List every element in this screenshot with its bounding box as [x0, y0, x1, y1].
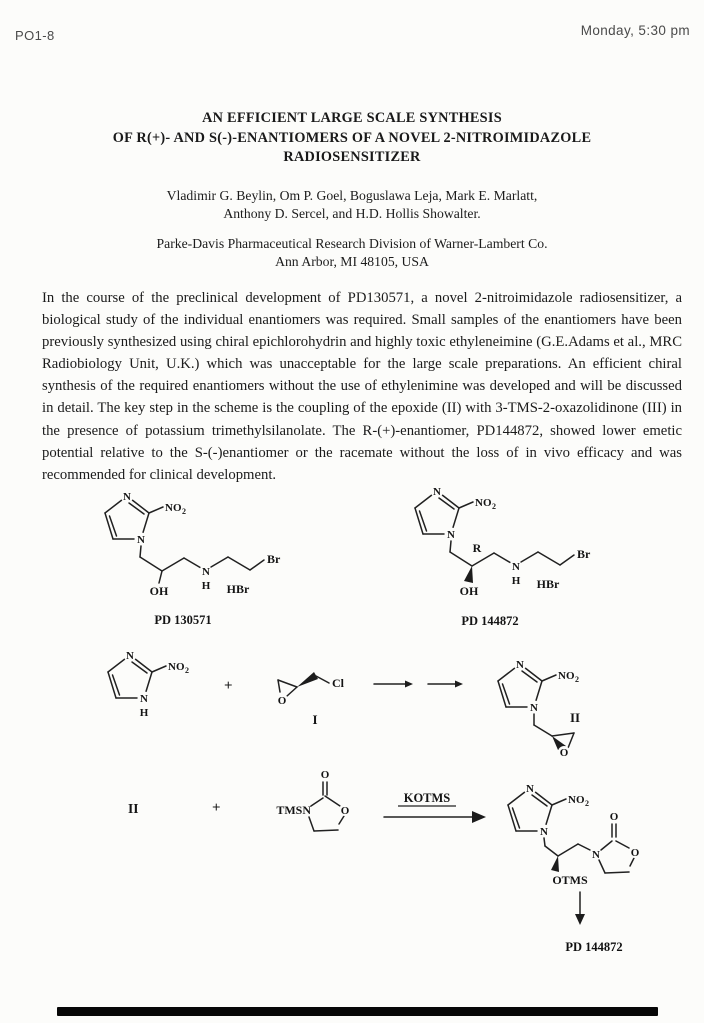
atom-n: N [447, 529, 455, 541]
stereo-label-r: R [472, 541, 482, 555]
abstract-paragraph: In the course of the preclinical development of PD130571, a novel 2-nitroimidazole radiosensitizer, a biological study of the individual enantiomers was required. Small samples of the enantiomers have been previously synthesized using chiral epichlorohydrin and highly toxic ethyleneimine (G.E.Adams et al., MRC Radiobiology Unit, U.K.) which was unacceptable for the large scale preparations. An efficient chiral synthesis of the required enantiomers without the use of ethylenimine was developed and will be discussed in detail. The key step in the scheme is the coupling of the epoxide (II) with 3-TMS-2-oxazolidinone (III) in the presence of potassium trimethylsilanolate. The R-(+)-enantiomer, PD144872, showed lower emetic potential relative to the S-(-)enantiomer or the racemate without the loss of in vivo efficacy and was recommended for clinical development. [42, 290, 682, 483]
amine-n: N [512, 561, 520, 573]
atom-n: N [516, 659, 524, 671]
down-arrow [571, 890, 589, 930]
group-no2: NO [475, 497, 492, 509]
subscript-2: 2 [185, 666, 189, 675]
atom-n: N [140, 693, 148, 705]
amine-n: N [202, 566, 210, 578]
compound-number-II: II [569, 710, 581, 725]
subscript-2: 2 [492, 502, 496, 511]
session-datetime: Monday, 5:30 pm [580, 23, 690, 38]
structure-otms-intermediate [488, 768, 673, 898]
atom-n: N [123, 491, 131, 503]
plus-operator: + [224, 678, 233, 694]
structure-pd144872 [395, 481, 680, 636]
group-tmsn: TMSN [276, 803, 311, 817]
atom-n: N [526, 783, 534, 795]
group-no2: NO [558, 670, 575, 682]
author-list [0, 187, 704, 222]
ring-o: O [630, 847, 640, 859]
group-no2: NO [168, 661, 185, 673]
authors-line-1: Vladimir G. Beylin, Om P. Goel, Boguslawa Leja, Mark E. Marlatt, [166, 188, 538, 203]
atom-br: Br [267, 552, 281, 566]
structure-tms-oxazolidinone [258, 762, 393, 862]
carbonyl-o: O [320, 769, 330, 781]
affiliation [0, 235, 704, 270]
salt-hbr: HBr [536, 577, 560, 591]
paper-title [0, 109, 704, 168]
structure-pd130571 [85, 486, 365, 636]
atom-n: N [433, 486, 441, 498]
plus-operator: + [212, 800, 221, 816]
reagent-kotms: KOTMS [403, 791, 451, 805]
atom-n: N [137, 534, 145, 546]
session-code: PO1-8 [15, 28, 55, 43]
atom-n: N [126, 650, 134, 662]
group-otms: OTMS [552, 873, 588, 887]
kotms-reaction-arrow [382, 786, 492, 828]
structure-2-nitroimidazole [88, 645, 263, 735]
structure-epichlorohydrin-I [260, 658, 372, 738]
oxazolidinone-n: N [592, 849, 600, 861]
atom-n: N [540, 826, 548, 838]
amine-h: H [511, 575, 521, 587]
structure-epoxide-II [478, 649, 648, 769]
group-oh: OH [459, 584, 479, 598]
scan-artifact-bar [57, 1007, 658, 1016]
carbonyl-o: O [609, 811, 619, 823]
atom-br: Br [577, 547, 591, 561]
compound-label-pd130571: PD 130571 [154, 613, 212, 627]
atom-cl: Cl [332, 676, 344, 690]
subscript-2: 2 [182, 507, 186, 516]
title-line-3: RADIOSENSITIZER [283, 149, 421, 165]
authors-line-2: Anthony D. Sercel, and H.D. Hollis Showalter. [223, 205, 481, 221]
affiliation-line-2: Ann Arbor, MI 48105, USA [275, 253, 429, 269]
salt-hbr: HBr [226, 582, 250, 596]
title-line-2: OF R(+)- AND S(-)-ENANTIOMERS OF A NOVEL 2-NITROIMIDAZOLE [112, 129, 592, 146]
compound-number-I: I [312, 712, 318, 727]
final-product-label-pd144872: PD 144872 [565, 940, 623, 954]
epoxide-o: O [559, 747, 569, 759]
group-oh: OH [149, 584, 169, 598]
epoxide-o: O [277, 695, 287, 707]
amine-h: H [201, 580, 211, 592]
title-line-1: AN EFFICIENT LARGE SCALE SYNTHESIS [202, 110, 502, 126]
group-no2: NO [165, 502, 182, 514]
subscript-2: 2 [585, 799, 589, 808]
subscript-2: 2 [575, 675, 579, 684]
atom-h: H [139, 707, 149, 719]
reactant-II: II [128, 801, 139, 816]
ring-o: O [340, 805, 350, 817]
compound-label-pd144872: PD 144872 [461, 614, 519, 628]
group-no2: NO [568, 794, 585, 806]
affiliation-line-1: Parke-Davis Pharmaceutical Research Division of Warner-Lambert Co. [156, 236, 548, 251]
atom-n: N [530, 702, 538, 714]
reaction-arrows [372, 675, 468, 693]
